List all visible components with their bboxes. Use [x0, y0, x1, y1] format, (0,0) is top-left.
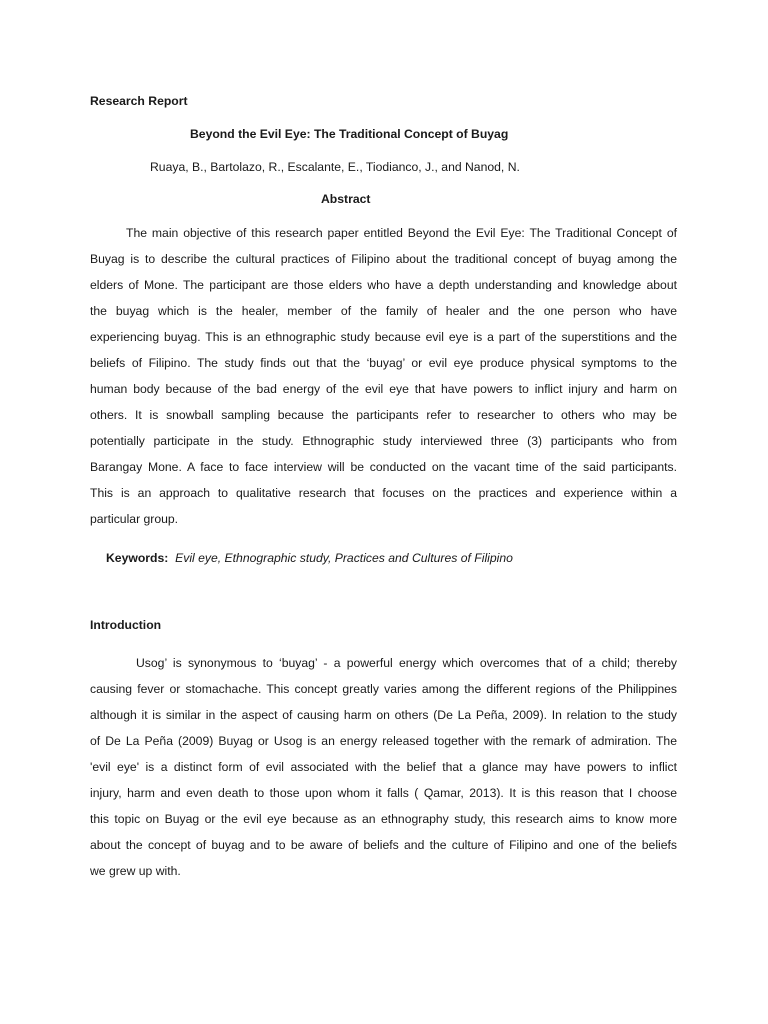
abstract-line: The main objective of this research paper entitled Beyond the Evil Eye: The Traditional Concept of — [126, 226, 677, 240]
abstract-heading: Abstract — [321, 192, 371, 206]
keywords-text: Evil eye, Ethnographic study, Practices and Cultures of Filipino — [175, 551, 513, 565]
abstract-line: beliefs of Filipino. The study finds out that the ‘buyag’ or evil eye produce physical symptoms to the — [90, 356, 677, 370]
abstract-line: Buyag is to describe the cultural practices of Filipino about the traditional concept of buyag among the — [90, 252, 677, 266]
introduction-line: this topic on Buyag or the evil eye because as an ethnography study, this research aims to know more — [90, 812, 677, 826]
introduction-line: causing fever or stomachache. This concept greatly varies among the different regions of the Philippines — [90, 682, 677, 696]
abstract-line: the buyag which is the healer, member of the family of healer and the one person who have — [90, 304, 677, 318]
abstract-line: Barangay Mone. A face to face interview will be conducted on the vacant time of the said participants. — [90, 460, 677, 474]
introduction-line: of De La Peña (2009) Buyag or Usog is an energy released together with the remark of admiration. The — [90, 734, 677, 748]
abstract-line: experiencing buyag. This is an ethnographic study because evil eye is a part of the superstitions and the — [90, 330, 677, 344]
keywords-line — [106, 551, 513, 565]
introduction-line: 'evil eye' is a distinct form of evil associated with the belief that a glance may have powers to inflict — [90, 760, 677, 774]
abstract-line: particular group. — [90, 512, 179, 526]
introduction-paragraph — [90, 650, 677, 884]
author-list: Ruaya, B., Bartolazo, R., Escalante, E., Tiodianco, J., and Nanod, N. — [150, 160, 520, 174]
introduction-line: although it is similar in the aspect of causing harm on others (De La Peña, 2009). In relation to the study — [90, 708, 677, 722]
introduction-line: Usog’ is synonymous to ‘buyag’ - a powerful energy which overcomes that of a child; thereby — [136, 656, 677, 670]
introduction-heading: Introduction — [90, 618, 162, 632]
abstract-line: others. It is snowball sampling because the participants refer to researcher to others who may be — [90, 408, 677, 422]
keywords-label: Keywords: — [106, 551, 169, 565]
introduction-line: about the concept of buyag and to be aware of beliefs and the culture of Filipino and one of the beliefs — [90, 838, 677, 852]
abstract-line: This is an approach to qualitative research that focuses on the practices and experience within a — [90, 486, 677, 500]
abstract-line: elders of Mone. The participant are those elders who have a depth understanding and knowledge about — [90, 278, 677, 292]
paper-title: Beyond the Evil Eye: The Traditional Concept of Buyag — [190, 127, 509, 141]
introduction-line: injury, harm and even death to those upon whom it falls ( Qamar, 2013). It is this reason that I choose — [90, 786, 677, 800]
report-label: Research Report — [90, 94, 188, 108]
abstract-line: potentially participate in the study. Ethnographic study interviewed three (3) participants who from — [90, 434, 677, 448]
abstract-paragraph — [90, 220, 677, 532]
abstract-line: human body because of the bad energy of the evil eye that have powers to inflict injury and harm on — [90, 382, 677, 396]
introduction-line: we grew up with. — [90, 864, 181, 878]
